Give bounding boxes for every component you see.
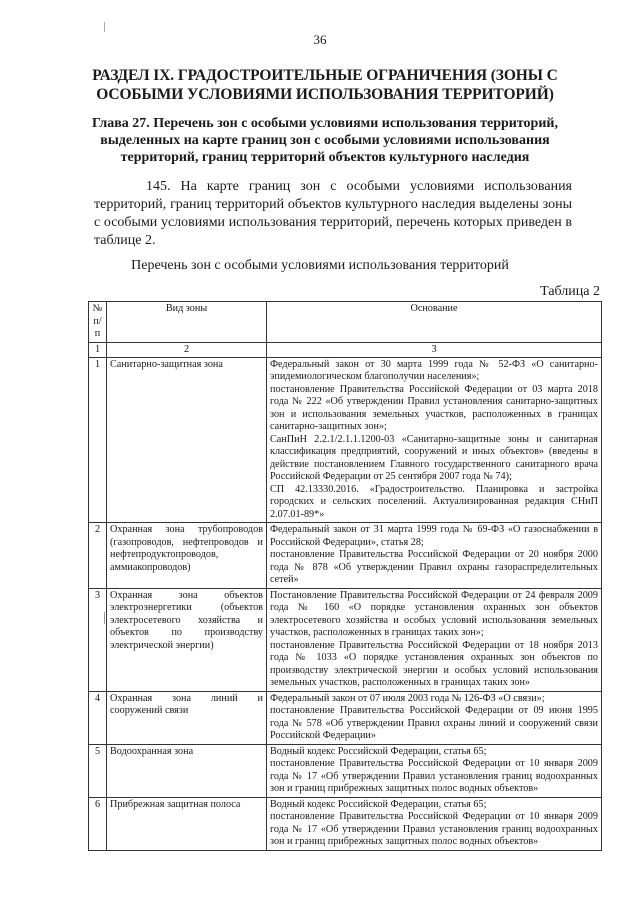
table-row (89, 523, 602, 589)
zone-type: Водоохранная зона (107, 744, 267, 797)
zones-table (88, 301, 602, 851)
table-body (89, 357, 602, 850)
basis-document: Водный кодекс Российской Федерации, статья 65; (270, 798, 487, 810)
chapter-title: Глава 27. Перечень зон с особыми условиями использования территорий, выделенных на карте границ зон с особыми условиями использования территорий, границ территорий объектов культурного наследия (92, 116, 558, 165)
zone-basis (267, 357, 602, 523)
table-label: Таблица 2 (540, 284, 600, 299)
row-number: 1 (89, 357, 107, 523)
row-number: 6 (89, 797, 107, 850)
table-row (89, 797, 602, 850)
page-number: 36 (313, 32, 327, 47)
section-title: РАЗДЕЛ IX. ГРАДОСТРОИТЕЛЬНЫЕ ОГРАНИЧЕНИЯ (ЗОНЫ С ОСОБЫМИ УСЛОВИЯМИ ИСПОЛЬЗОВАНИЯ ТЕРРИТОРИЙ) (92, 67, 558, 103)
table-header-row (89, 302, 602, 343)
table-row (89, 357, 602, 523)
basis-document: Постановление Правительства Российской Федерации от 24 февраля 2009 года № 160 «О порядке установления охранных зон объектов электросетевого хозяйства и особых условий использования земельных участков, расположенных в границах таких зон»; (270, 589, 598, 638)
table-row (89, 744, 602, 797)
row-number: 5 (89, 744, 107, 797)
basis-document: постановление Правительства Российской Федерации от 10 января 2009 года № 17 «Об утверждении Правил установления границ водоохранных зон и границ прибрежных защитных полос водных объектов» (270, 758, 598, 794)
basis-document: постановление Правительства Российской Федерации от 18 ноября 2013 года № 1033 «О порядке установления охранных зон объектов по производству электрической энергии и особых условий использования земельных участков, расположенных в границах таких зон» (270, 639, 598, 688)
zone-basis (267, 523, 602, 589)
header-zone-type: Вид зоны (107, 302, 267, 343)
column-number: 3 (267, 342, 602, 357)
header-num: № п/п (89, 302, 107, 343)
column-number-row (89, 342, 602, 357)
body-paragraph: 145. На карте границ зон с особыми условиями использования территорий, границ территорий объектов культурного наследия выделены зоны с особыми условиями использования территорий, перечень которых приведен в таблице 2. (94, 179, 572, 248)
basis-document: постановление Правительства Российской Федерации от 09 июня 1995 года № 578 «Об утверждении Правил охраны линий и сооружений связи Российской Федерации» (270, 705, 598, 741)
basis-document: СП 42.13330.2016. «Градостроительство. Планировка и застройка городских и сельских поселений. Актуализированная редакция СНиП 2.07.01-89*» (270, 483, 598, 520)
zone-type: Охранная зона объектов электроэнергетики (объектов электросетевого хозяйства и объектов по производству электрической энергии) (107, 588, 267, 691)
header-basis: Основание (267, 302, 602, 343)
zone-type: Прибрежная защитная полоса (107, 797, 267, 850)
table-row (89, 588, 602, 691)
basis-document: постановление Правительства Российской Федерации от 20 ноября 2000 года № 878 «Об утверждении Правил охраны газораспределительных сетей» (270, 549, 598, 585)
scan-mark (104, 22, 105, 32)
zone-basis (267, 797, 602, 850)
table-row (89, 691, 602, 744)
row-number: 3 (89, 588, 107, 691)
zone-basis (267, 691, 602, 744)
basis-document: Федеральный закон от 07 июля 2003 года № 126-ФЗ «О связи»; (270, 692, 545, 704)
row-number: 2 (89, 523, 107, 589)
basis-document: постановление Правительства Российской Федерации от 03 марта 2018 года № 222 «Об утверждении Правил установления санитарно-защитных зон и использования земельных участков, расположенных в границах санитарно-защитных зон»; (270, 383, 598, 432)
column-number: 1 (89, 342, 107, 357)
zone-type: Санитарно-защитная зона (107, 357, 267, 523)
basis-document: постановление Правительства Российской Федерации от 10 января 2009 года № 17 «Об утверждении Правил установления границ водоохранных зон и границ прибрежных защитных полос водных объектов» (270, 811, 598, 847)
basis-document: Федеральный закон от 31 марта 1999 года № 69-ФЗ «О газоснабжении в Российской Федерации», статья 28; (270, 524, 598, 548)
column-number: 2 (107, 342, 267, 357)
row-number: 4 (89, 691, 107, 744)
zone-type: Охранная зона трубопроводов (газопроводов, нефтепроводов и нефтепродуктопроводов, аммиакопроводов) (107, 523, 267, 589)
basis-document: СанПиН 2.2.1/2.1.1.1200-03 «Санитарно-защитные зоны и санитарная классификация предприятий, сооружений и иных объектов» (введены в действие постановлением Главного государственного санитарного врача Российской Федерации от 25 сентября 2007 года № 74); (270, 433, 598, 482)
basis-document: Водный кодекс Российской Федерации, статья 65; (270, 745, 487, 757)
zone-basis (267, 744, 602, 797)
table-heading: Перечень зон с особыми условиями использования территорий (131, 258, 509, 273)
basis-document: Федеральный закон от 30 марта 1999 года № 52-ФЗ «О санитарно-эпидемиологическом благополучии населения»; (270, 358, 598, 382)
zone-type: Охранная зона линий и сооружений связи (107, 691, 267, 744)
zone-basis (267, 588, 602, 691)
